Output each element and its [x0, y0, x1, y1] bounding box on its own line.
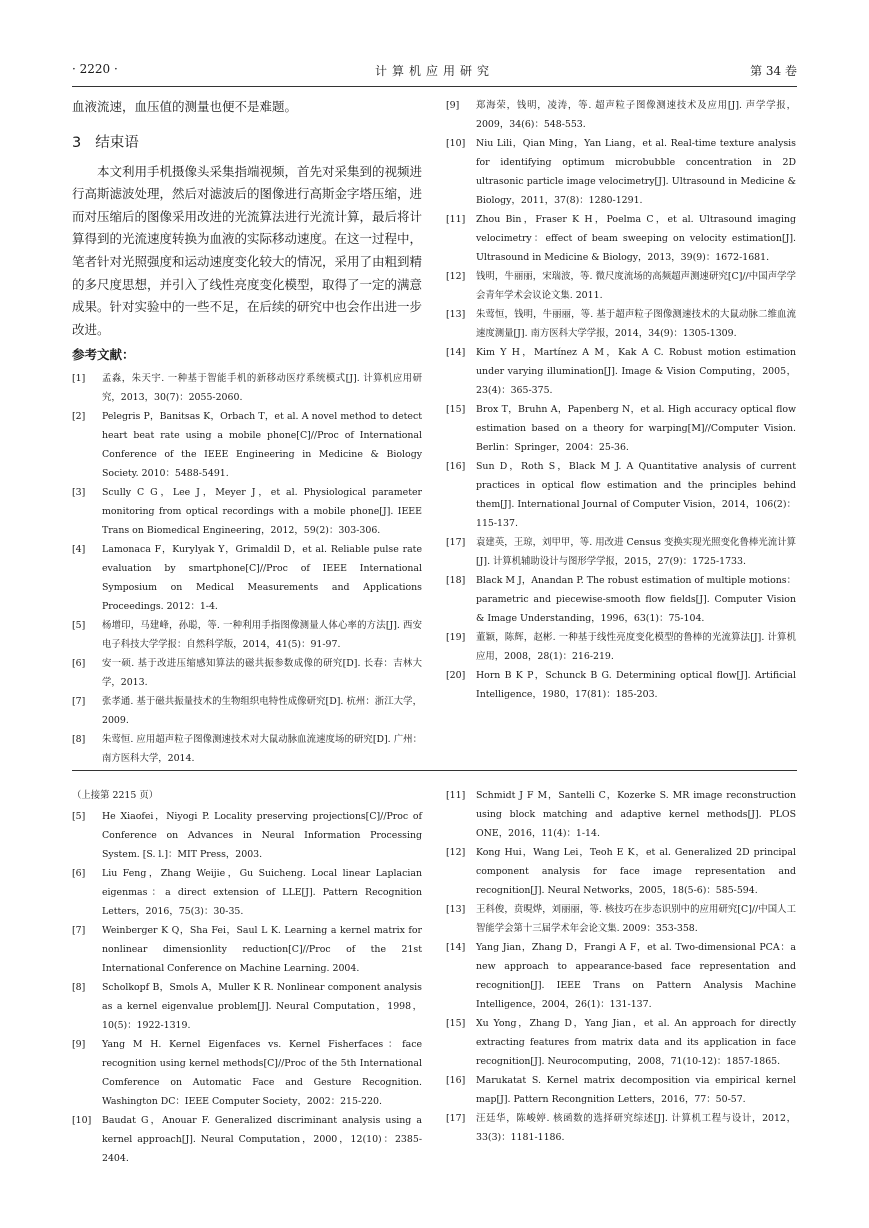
- reference-text: 王科俊，贲晛烨，刘丽丽，等. 核技巧在步态识别中的应用研究[C]//中国人工智能学会第十三届学术年会论文集. 2009：353-358.: [476, 904, 796, 934]
- reference-item: [446, 267, 796, 305]
- reference-item: [72, 807, 422, 864]
- reference-number: [6]: [72, 868, 86, 879]
- reference-item: [446, 533, 796, 571]
- reference-text: Yang Jian，Zhang D，Frangi A F，et al. Two-dimensional PCA：a new approach to appearance-based face representation and recognition[J]. IEEE Trans on Pattern Analysis Machine Intelligence，2004，26(1)：131-137.: [476, 942, 796, 1010]
- upper-left-column: [72, 96, 422, 768]
- reference-text: 安一硕. 基于改进压缩感知算法的磁共振参数成像的研究[D]. 长春：吉林大学，2013.: [102, 658, 422, 689]
- reference-text: Scholkopf B，Smols A，Muller K R. Nonlinear component analysis as a kernel eigenvalue problem[J]. Neural Computation，1998，10(5)：1922-1319.: [102, 982, 422, 1031]
- reference-number: [5]: [72, 620, 86, 632]
- reference-text: Liu Feng，Zhang Weijie，Gu Suicheng. Local linear Laplacian eigenmas：a direct extension of LLE[J]. Pattern Recognition Letters，2016，75(3)：30-35.: [102, 868, 422, 917]
- reference-item: [446, 628, 796, 666]
- reference-number: [15]: [446, 404, 466, 415]
- reference-text: 张孝通. 基于磁共振量技术的生物组织电特性成像研究[D]. 杭州：浙江大学，2009.: [102, 696, 422, 727]
- reference-item: [446, 666, 796, 704]
- reference-number: [17]: [446, 1113, 466, 1124]
- reference-text: Schmidt J F M，Santelli C，Kozerke S. MR image reconstruction using block matching and adaptive kernel methods[J]. PLOS ONE，2016，11(4)：1-14.: [476, 790, 796, 839]
- reference-item: [446, 900, 796, 938]
- lower-left-column: [72, 786, 422, 1168]
- reference-number: [16]: [446, 461, 466, 472]
- reference-item: [446, 843, 796, 900]
- reference-text: 董颖，陈辉，赵彬. 一种基于线性亮度变化模型的鲁棒的光流算法[J]. 计算机应用，2008，28(1)：216-219.: [476, 632, 796, 662]
- reference-number: [10]: [446, 138, 466, 149]
- reference-number: [11]: [446, 214, 466, 225]
- reference-text: 袁建英，王琼，刘甲甲，等. 用改进 Census 变换实现光照变化鲁棒光流计算[J]. 计算机辅助设计与图形学学报，2015，27(9)：1725-1733.: [476, 537, 796, 567]
- reference-item: [72, 864, 422, 921]
- reference-number: [7]: [72, 925, 86, 936]
- reference-item: [446, 210, 796, 267]
- reference-number: [12]: [446, 847, 466, 858]
- reference-text: 朱莺恒，钱明，牛丽丽，等. 基于超声粒子图像测速技术的大鼠动脉二维血流速度测量[J]. 南方医科大学学报，2014，34(9)：1305-1309.: [476, 309, 796, 339]
- reference-item: [72, 692, 422, 730]
- reference-item: [72, 654, 422, 692]
- reference-number: [3]: [72, 487, 86, 499]
- section-title: 结束语: [95, 134, 139, 151]
- reference-text: 孟淼，朱天宇. 一种基于智能手机的新移动医疗系统模式[J]. 计算机应用研究，2013，30(7)：2055-2060.: [102, 373, 422, 404]
- reference-number: [14]: [446, 347, 466, 358]
- section-number: 3: [72, 134, 82, 151]
- reference-item: [72, 483, 422, 540]
- reference-list: [72, 369, 422, 768]
- reference-number: [14]: [446, 942, 466, 953]
- running-header: [72, 62, 797, 84]
- reference-text: Baudat G，Anouar F. Generalized discriminant analysis using a kernel approach[J]. Neural Computation，2000，12(10)：2385-2404.: [102, 1115, 422, 1164]
- reference-text: 郑海荣，钱明，凌涛，等. 超声粒子图像测速技术及应用[J]. 声学学报，2009，34(6)：548-553.: [476, 100, 796, 130]
- reference-text: Black M J，Anandan P. The robust estimation of multiple motions：parametric and piecewise-smooth flow fields[J]. Computer Vision & Image Understanding，1996，63(1)：75-104.: [476, 575, 796, 624]
- reference-text: Niu Lili，Qian Ming，Yan Liang，et al. Real-time texture analysis for identifying optimum microbubble concentration in 2D ultrasonic particle image velocimetry[J]. Ultrasound in Medicine & Biology，2011，37(8)：1280-1291.: [476, 138, 796, 206]
- reference-number: [9]: [72, 1039, 86, 1050]
- page-number: · 2220 ·: [72, 62, 118, 76]
- reference-item: [446, 1109, 796, 1147]
- reference-list: [446, 786, 796, 1147]
- reference-number: [18]: [446, 575, 466, 586]
- reference-item: [446, 1071, 796, 1109]
- reference-text: Horn B K P，Schunck B G. Determining optical flow[J]. Artificial Intelligence，1980，17(81)：185-203.: [476, 670, 796, 700]
- reference-item: [72, 921, 422, 978]
- reference-text: 杨增印，马建峰，孙聪，等. 一种利用手指图像测量人体心率的方法[J]. 西安电子科技大学学报：自然科学版，2014，41(5)：91-97.: [102, 620, 422, 651]
- reference-text: Kong Hui，Wang Lei，Teoh E K，et al. Generalized 2D principal component analysis for face image representation and recognition[J]. Neural Networks，2005，18(5-6)：585-594.: [476, 847, 796, 896]
- reference-number: [13]: [446, 904, 466, 915]
- reference-number: [12]: [446, 271, 466, 282]
- reference-text: Yang M H. Kernel Eigenfaces vs. Kernel Fisherfaces：face recognition using kernel methods[C]//Proc of the 5th International Comference on Automatic Face and Gesture Recognition. Washington DC：IEEE Computer Society，2002：215-220.: [102, 1039, 422, 1107]
- reference-list: [446, 96, 796, 704]
- reference-text: He Xiaofei，Niyogi P. Locality preserving projections[C]//Proc of Conference on Advances in Neural Information Processing System. [S. l.]：MIT Press，2003.: [102, 811, 422, 860]
- reference-item: [72, 369, 422, 407]
- reference-text: 朱莺恒. 应用超声粒子图像测速技术对大鼠动脉血流速度场的研究[D]. 广州：南方医科大学，2014.: [102, 734, 422, 765]
- reference-text: Weinberger K Q，Sha Fei，Saul L K. Learning a kernel matrix for nonlinear dimensionlity reduction[C]//Proc of the 21st International Conference on Machine Learning. 2004.: [102, 925, 422, 974]
- reference-text: Xu Yong，Zhang D，Yang Jian，et al. An approach for directly extracting features from matrix data and its application in face recognition[J]. Neurocomputing，2008，71(10-12)：1857-1865.: [476, 1018, 796, 1067]
- reference-number: [16]: [446, 1075, 466, 1086]
- reference-text: Pelegris P，Banitsas K，Orbach T，et al. A novel method to detect heart beat rate using a mobile phone[C]//Proc of International Conference of the IEEE Engineering in Medicine & Biology Society. 2010：5488-5491.: [102, 411, 422, 480]
- reference-item: [446, 457, 796, 533]
- reference-number: [13]: [446, 309, 466, 320]
- reference-text: Sun D，Roth S，Black M J. A Quantitative analysis of current practices in optical flow estimation and the principles behind them[J]. International Journal of Computer Vision，2014，106(2)：115-137.: [476, 461, 796, 529]
- reference-number: [2]: [72, 411, 86, 423]
- reference-item: [72, 540, 422, 616]
- reference-number: [6]: [72, 658, 86, 670]
- volume-label: 第 34 卷: [750, 64, 797, 78]
- intro-text: 血液流速，血压值的测量也便不是难题。: [72, 99, 298, 114]
- reference-item: [446, 786, 796, 843]
- header-rule: [72, 86, 797, 87]
- reference-number: [17]: [446, 537, 466, 548]
- reference-number: [10]: [72, 1115, 92, 1126]
- reference-item: [72, 616, 422, 654]
- reference-number: [8]: [72, 734, 86, 746]
- reference-item: [446, 343, 796, 400]
- reference-number: [5]: [72, 811, 86, 822]
- reference-number: [1]: [72, 373, 86, 385]
- reference-text: Brox T，Bruhn A，Papenberg N，et al. High accuracy optical flow estimation based on a theory for warping[M]//Computer Vision. Berlin：Springer，2004：25-36.: [476, 404, 796, 453]
- references-title: 参考文献：: [72, 347, 135, 363]
- reference-number: [15]: [446, 1018, 466, 1029]
- lower-right-column: [446, 786, 796, 1147]
- reference-number: [20]: [446, 670, 466, 681]
- reference-item: [72, 1035, 422, 1111]
- upper-right-column: [446, 96, 796, 704]
- reference-item: [446, 400, 796, 457]
- reference-item: [72, 407, 422, 483]
- reference-item: [446, 134, 796, 210]
- reference-number: [9]: [446, 100, 460, 111]
- reference-number: [11]: [446, 790, 466, 801]
- reference-item: [72, 1111, 422, 1168]
- reference-item: [446, 305, 796, 343]
- reference-text: Lamonaca F，Kurylyak Y，Grimaldil D，et al. Reliable pulse rate evaluation by smartphone[C]//Proc of IEEE International Symposium on Medical Measurements and Applications Proceedings. 2012：1-4.: [102, 544, 422, 613]
- reference-number: [4]: [72, 544, 86, 556]
- continued-note: （上接第 2215 页）: [72, 790, 159, 801]
- reference-text: Zhou Bin，Fraser K H，Poelma C，et al. Ultrasound imaging velocimetry：effect of beam sweeping on velocity estimation[J]. Ultrasound in Medicine & Biology，2013，39(9)：1672-1681.: [476, 214, 796, 263]
- reference-number: [7]: [72, 696, 86, 708]
- reference-text: Scully C G，Lee J，Meyer J，et al. Physiological parameter monitoring from optical recordings with a mobile phone[J]. IEEE Trans on Biomedical Engineering，2012，59(2)：303-306.: [102, 487, 422, 537]
- reference-item: [446, 571, 796, 628]
- journal-title: 计算机应用研究: [374, 64, 494, 78]
- section-divider: [72, 770, 797, 771]
- reference-text: 钱明，牛丽丽，宋瑞波，等. 微尺度流场的高频超声测速研究[C]//中国声学学会青年学术会议论文集. 2011.: [476, 271, 796, 301]
- reference-item: [72, 978, 422, 1035]
- reference-number: [8]: [72, 982, 86, 993]
- reference-item: [446, 1014, 796, 1071]
- reference-item: [446, 96, 796, 134]
- reference-item: [446, 938, 796, 1014]
- section-heading: [72, 131, 422, 153]
- reference-text: Kim Y H，Martínez A M，Kak A C. Robust motion estimation under varying illumination[J]. Image & Vision Computing，2005，23(4)：365-375.: [476, 347, 796, 396]
- reference-text: Marukatat S. Kernel matrix decomposition via empirical kernel map[J]. Pattern Recongnition Letters，2016，77：50-57.: [476, 1075, 796, 1105]
- reference-item: [72, 730, 422, 768]
- reference-text: 汪廷华，陈峻婷. 核函数的选择研究综述[J]. 计算机工程与设计，2012，33(3)：1181-1186.: [476, 1113, 796, 1143]
- conclusion-paragraph: 本文利用手机摄像头采集指端视频，首先对采集到的视频进行高斯滤波处理，然后对滤波后的图像进行高斯金字塔压缩，进而对压缩后的图像采用改进的光流算法进行光流计算，最后将计算得到的光流速度转换为血液的实际移动速度。在这一过程中，笔者针对光照强度和运动速度变化较大的情况，采用了由粗到精的多尺度思想，并引入了线性亮度变化模型，取得了一定的满意成果。针对实验中的一些不足，在后续的研究中也会作出进一步改进。: [72, 163, 423, 337]
- reference-list: [72, 807, 422, 1168]
- reference-number: [19]: [446, 632, 466, 643]
